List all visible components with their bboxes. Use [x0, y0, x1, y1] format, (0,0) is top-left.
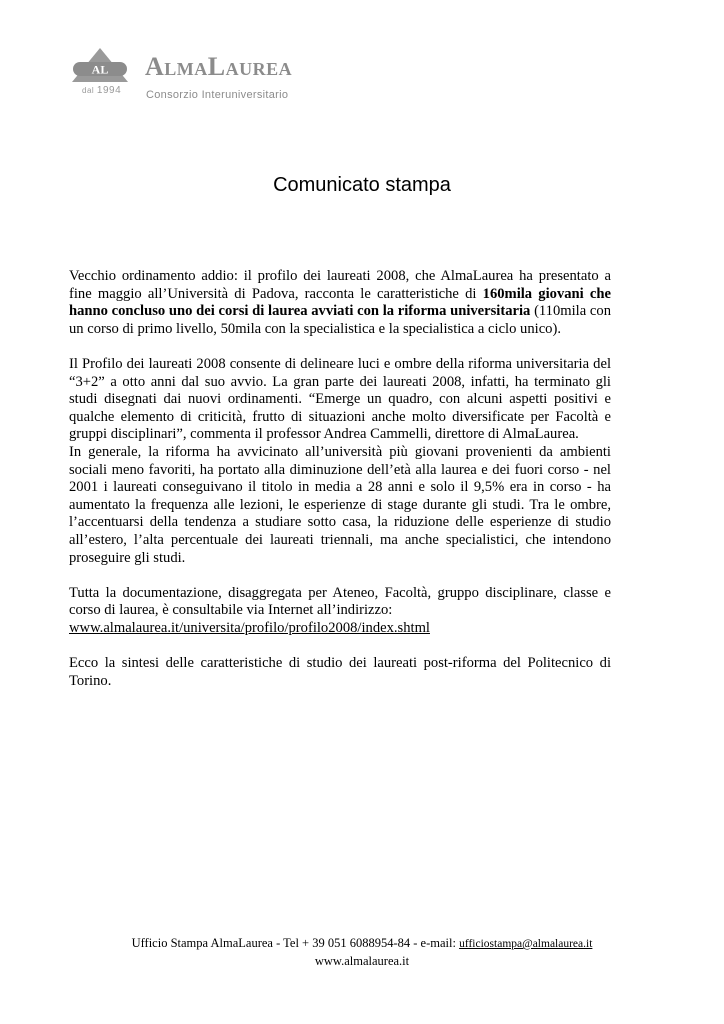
intro-text-start: Vecchio ordinamento addio: il profilo dei laureati 2008, che AlmaLaurea ha presentato a fine maggio all’Università di Padova, racconta le caratteristiche di — [69, 268, 611, 302]
footer-website[interactable]: www.almalaurea.it — [314, 954, 410, 968]
logo-since — [82, 85, 121, 96]
intro-text-end: (110mila con un corso di primo livello, 50mila con la specialistica e la specialistica a ciclo unico). — [69, 303, 611, 337]
intro-text-bold: 160mila giovani che hanno concluso uno dei corsi di laurea avviati con la riforma universitaria — [69, 285, 611, 320]
profilo-link[interactable]: www.almalaurea.it/universita/profilo/profilo2008/index.shtml — [69, 619, 430, 636]
footer-contact-text: Ufficio Stampa AlmaLaurea - Tel + 39 051 6088954-84 - e-mail: — [131, 936, 460, 950]
page-title: Comunicato stampa — [273, 174, 451, 196]
footer — [0, 935, 724, 970]
logo-subtitle: Consorzio Interuniversitario — [146, 89, 289, 101]
almalaurea-logo — [70, 46, 340, 116]
paragraph-intro — [69, 268, 611, 338]
footer-email-link[interactable]: ufficiostampa@almalaurea.it — [459, 938, 593, 950]
footer-contact-line — [0, 935, 724, 953]
logo-diamond-icon — [70, 46, 130, 86]
logo-since-prefix: dal — [82, 86, 95, 95]
press-release-body — [69, 268, 611, 690]
logo-since-year: 1994 — [96, 85, 122, 96]
paragraph-sintesi: Ecco la sintesi delle caratteristiche di studio dei laureati post-riforma del Politecnico di Torino. — [69, 655, 611, 689]
logo-monogram: AL — [91, 62, 109, 77]
paragraph-riforma: In generale, la riforma ha avvicinato all’università più giovani provenienti da ambienti sociali meno favoriti, ha portato alla diminuzione dell’età alla laurea e dei fuori corso - nel 2001 i laureati conseguivano il titolo in media a 28 anni e solo il 9,5% era in corso - ha aumentato la frequenza alle lezioni, le esperienze di stage durante gli studi. Tra le ombre, l’accentuarsi della tendenza a studiare sotto casa, la riduzione delle esperienze di studio all’estero, l’alta percentuale dei laureati triennali, ma anche specialistici, che intendono proseguire gli studi. — [69, 443, 611, 566]
logo-name: AlmaLaurea — [145, 52, 293, 81]
paragraph-documentazione — [69, 585, 611, 638]
documentazione-text: Tutta la documentazione, disaggregata per Ateneo, Facoltà, gruppo disciplinare, classe e corso di laurea, è consultabile via Internet all’indirizzo: — [69, 584, 611, 619]
paragraph-profilo: Il Profilo dei laureati 2008 consente di delineare luci e ombre della riforma universitaria del “3+2” a otto anni dal suo avvio. La gran parte dei laureati 2008, infatti, ha terminato gli studi disegnati dai nuovi ordinamenti. “Emerge un quadro, con alcuni aspetti positivi e qualche elemento di criticità, frutto di situazioni anche molto diversificate per Facoltà e gruppi disciplinari”, commenta il professor Andrea Cammelli, direttore di AlmaLaurea. — [69, 355, 611, 443]
